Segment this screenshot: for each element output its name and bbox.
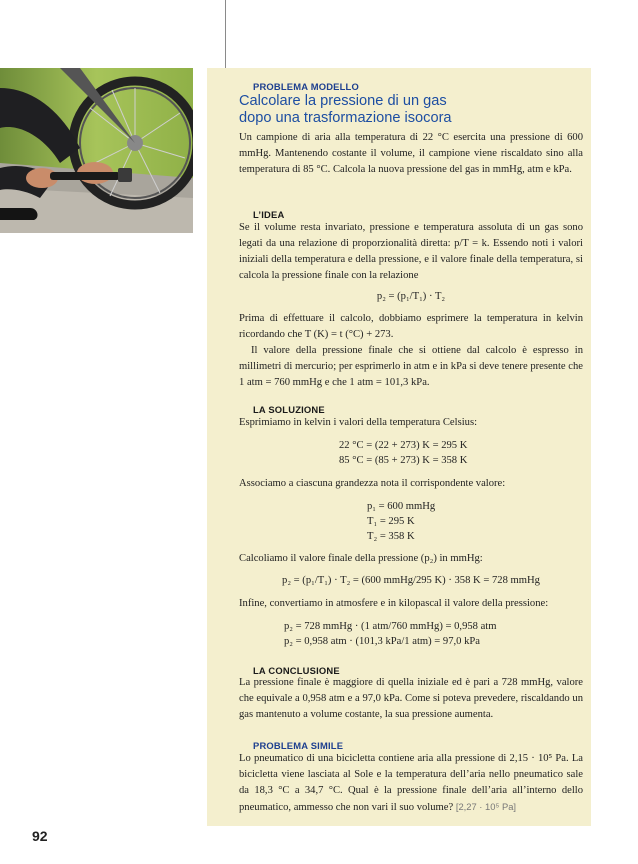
- bicycle-pump-photo: [0, 68, 193, 233]
- similar-text: Lo pneumatico di una bicicletta contiene aria alla pressione di 2,15 · 10⁵ Pa. La bicicletta viene lasciata al Sole e la temperatura dell’aria nello pneumatico sale da 18,3 °C a 34,7 °C. Qual è la pressione finale dell’aria all’interno dello pneumatico, ammesso che non vari il suo volume?: [239, 753, 583, 813]
- value-t1: T₁ = 295 K: [367, 516, 415, 527]
- similar-kicker: PROBLEMA SIMILE: [253, 740, 344, 751]
- similar-answer: [2,27 · 10⁵ Pa]: [455, 801, 517, 812]
- solution-convert-intro: Infine, convertiamo in atmosfere e in kilopascal il valore della pressione:: [239, 598, 549, 609]
- bicycle-pump-image: [0, 68, 193, 233]
- idea-formula: p₂ = (p₁/T₁) · T₂: [376, 291, 446, 302]
- value-t2: T₂ = 358 K: [367, 531, 415, 542]
- idea-paragraph-2: Prima di effettuare il calcolo, dobbiamo esprimere la temperatura in kelvin ricordando che T (K) = t (°C) + 273.: [239, 313, 583, 340]
- result-kpa: p₂ = 0,958 atm · (101,3 kPa/1 atm) = 97,0 kPa: [284, 636, 481, 647]
- idea-paragraph: Se il volume resta invariato, pressione e temperatura assoluta di un gas sono legati da una relazione di proporzionalità diretta: p/T = k. Essendo noti i valori iniziali della temperatura e della pressione, e il valore finale della temperatura, si calcola la pressione finale con la relazione: [239, 222, 583, 281]
- problem-title-line-2: dopo una trasformazione isocora: [239, 110, 452, 126]
- solution-heading: LA SOLUZIONE: [253, 404, 325, 415]
- page-number: 92: [32, 828, 48, 844]
- solution-assoc: Associamo a ciascuna grandezza nota il corrispondente valore:: [239, 478, 506, 489]
- solution-intro: Esprimiamo in kelvin i valori della temperatura Celsius:: [239, 417, 478, 428]
- margin-rule: [225, 0, 226, 68]
- idea-heading: L’IDEA: [253, 209, 285, 220]
- solution-calc-intro: Calcoliamo il valore finale della pressione (p₂) in mmHg:: [239, 553, 483, 564]
- conversion-line-2: 85 °C = (85 + 273) K = 358 K: [339, 455, 468, 466]
- problem-title: [239, 93, 579, 127]
- solution-calc: p₂ = (p₁/T₁) · T₂ = (600 mmHg/295 K) · 358 K = 728 mmHg: [282, 575, 540, 586]
- problem-kicker: PROBLEMA MODELLO: [253, 81, 359, 92]
- conclusion-paragraph: La pressione finale è maggiore di quella iniziale ed è pari a 728 mmHg, valore che equivale a 0,958 atm e a 97,0 kPa. Come si poteva prevedere, riscaldando un gas mantenuto a volume costante, la sua pressione aumenta.: [239, 677, 583, 720]
- similar-paragraph: [239, 751, 583, 816]
- problem-statement: Un campione di aria alla temperatura di 22 °C esercita una pressione di 600 mmHg. Mantenendo costante il volume, il campione viene riscaldato sino alla temperatura di 85 °C. Calcola la nuova pressione del gas in mmHg, atm e kPa.: [239, 132, 583, 175]
- conclusion-heading: LA CONCLUSIONE: [253, 665, 340, 676]
- result-atm: p₂ = 728 mmHg · (1 atm/760 mmHg) = 0,958 atm: [284, 621, 497, 632]
- problem-title-line-1: Calcolare la pressione di un gas: [239, 93, 447, 109]
- value-p1: p₁ = 600 mmHg: [367, 501, 436, 512]
- conversion-line-1: 22 °C = (22 + 273) K = 295 K: [339, 440, 468, 451]
- idea-paragraph-3: Il valore della pressione finale che si ottiene dal calcolo è espresso in millimetri di mercurio; per esprimerlo in atm e in kPa si deve tenere presente che 1 atm = 760 mmHg e che 1 atm = 101,3 kPa.: [239, 345, 583, 388]
- problem-box: [207, 68, 591, 826]
